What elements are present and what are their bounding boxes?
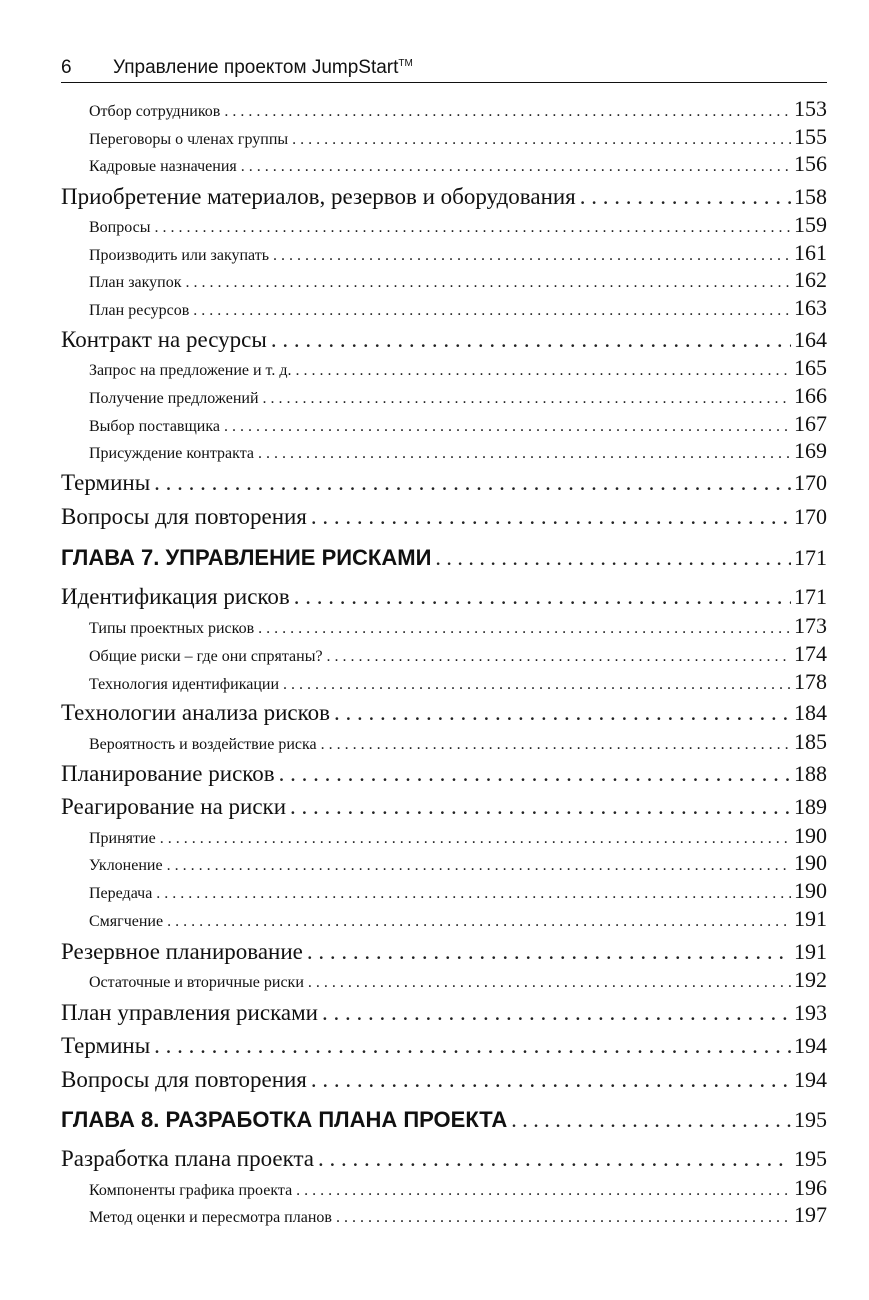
dot-leader — [241, 158, 791, 176]
toc-entry-page: 153 — [794, 96, 827, 121]
toc-entry-page: 155 — [794, 124, 827, 149]
dot-leader — [154, 219, 791, 237]
dot-leader — [154, 1033, 791, 1059]
toc-subsection-entry — [61, 967, 827, 993]
toc-entry-label: Технология идентификации — [89, 676, 280, 693]
toc-entry-label: Резервное планирование — [61, 939, 303, 964]
toc-subsection-entry — [61, 850, 827, 876]
dot-leader — [334, 700, 791, 726]
toc-subsection-entry — [61, 613, 827, 639]
dot-leader — [336, 1209, 791, 1227]
toc-entry-label: Вероятность и воздействие риска — [89, 736, 317, 753]
toc-entry-page: 164 — [794, 327, 827, 352]
toc-entry-page: 170 — [794, 470, 827, 495]
toc-subsection-entry — [61, 383, 827, 409]
toc-subsection-entry — [61, 641, 827, 667]
toc-entry-label: План ресурсов — [89, 302, 190, 319]
toc-entry-page: 171 — [794, 545, 827, 570]
toc-entry-label: Приобретение материалов, резервов и оборудования — [61, 184, 576, 209]
toc-entry-label: ГЛАВА 8. РАЗРАБОТКА ПЛАНА ПРОЕКТА — [61, 1107, 508, 1132]
toc-entry-page: 162 — [794, 267, 827, 292]
dot-leader — [186, 274, 791, 292]
toc-entry-page: 188 — [794, 761, 827, 786]
toc-entry-label: Остаточные и вторичные риски — [89, 974, 304, 991]
dot-leader — [258, 445, 791, 463]
toc-section-entry — [61, 1146, 827, 1174]
toc-entry-label: Вопросы для повторения — [61, 504, 307, 529]
toc-section-entry — [61, 184, 827, 212]
toc-section-entry — [61, 700, 827, 728]
toc-subsection-entry — [61, 729, 827, 755]
toc-subsection-entry — [61, 124, 827, 150]
toc-entry-page: 171 — [794, 584, 827, 609]
dot-leader — [263, 390, 791, 408]
dot-leader — [292, 131, 791, 149]
dot-leader — [295, 362, 791, 380]
toc-entry-label: Типы проектных рисков — [89, 620, 255, 637]
toc-section-entry — [61, 327, 827, 355]
toc-entry-page: 159 — [794, 212, 827, 237]
toc-entry-label: Общие риски – где они спрятаны? — [89, 648, 323, 665]
toc-entry-page: 196 — [794, 1175, 827, 1200]
toc-section-entry — [61, 1000, 827, 1028]
toc-entry-label: Получение предложений — [89, 390, 259, 407]
toc-subsection-entry — [61, 151, 827, 177]
toc-entry-label: Реагирование на риски — [61, 794, 287, 819]
dot-leader — [308, 974, 791, 992]
toc-entry-page: 190 — [794, 878, 827, 903]
toc-entry-page: 166 — [794, 383, 827, 408]
toc-entry-label: Термины — [61, 1033, 151, 1058]
toc-entry-page: 189 — [794, 794, 827, 819]
dot-leader — [167, 857, 791, 875]
toc-entry-label: Компоненты графика проекта — [89, 1182, 293, 1199]
toc-entry-page: 170 — [794, 504, 827, 529]
toc-entry-label: Выбор поставщика — [89, 418, 220, 435]
toc-entry-page: 178 — [794, 669, 827, 694]
dot-leader — [294, 584, 791, 610]
toc-entry-label: Передача — [89, 885, 153, 902]
toc-subsection-entry — [61, 1202, 827, 1228]
toc-entry-label: Метод оценки и пересмотра планов — [89, 1209, 332, 1226]
toc-subsection-entry — [61, 669, 827, 695]
toc-entry-label: Разработка плана проекта — [61, 1146, 314, 1171]
toc-subsection-entry — [61, 96, 827, 122]
dot-leader — [258, 620, 791, 638]
toc-entry-page: 184 — [794, 700, 827, 725]
page-number: 6 — [61, 57, 72, 78]
dot-leader — [296, 1182, 791, 1200]
toc-entry-label: Производить или закупать — [89, 247, 270, 264]
trademark-mark: TM — [398, 58, 413, 69]
toc-entry-page: 167 — [794, 411, 827, 436]
toc-entry-page: 169 — [794, 438, 827, 463]
toc-entry-label: Идентификация рисков — [61, 584, 290, 609]
dot-leader — [322, 1000, 791, 1026]
toc-entry-label: Присуждение контракта — [89, 445, 254, 462]
toc-section-entry — [61, 939, 827, 967]
toc-entry-page: 190 — [794, 823, 827, 848]
toc-subsection-entry — [61, 906, 827, 932]
dot-leader — [279, 761, 791, 787]
dot-leader — [271, 327, 791, 353]
dot-leader — [580, 184, 791, 210]
toc-entry-page: 158 — [794, 184, 827, 209]
table-of-contents — [61, 0, 827, 1300]
dot-leader — [167, 913, 791, 931]
toc-entry-label: План управления рисками — [61, 1000, 318, 1025]
toc-subsection-entry — [61, 438, 827, 464]
dot-leader — [193, 302, 791, 320]
toc-chapter-heading — [61, 545, 827, 573]
toc-subsection-entry — [61, 295, 827, 321]
toc-entry-page: 194 — [794, 1033, 827, 1058]
toc-entry-label: Отбор сотрудников — [89, 103, 221, 120]
toc-subsection-entry — [61, 212, 827, 238]
book-title-text: Управление проектом JumpStart — [113, 57, 399, 78]
toc-entry-page: 194 — [794, 1067, 827, 1092]
toc-entry-label: Принятие — [89, 830, 156, 847]
dot-leader — [321, 736, 791, 754]
toc-subsection-entry — [61, 411, 827, 437]
dot-leader — [160, 830, 791, 848]
dot-leader — [224, 103, 791, 121]
dot-leader — [307, 939, 791, 965]
toc-section-entry — [61, 584, 827, 612]
toc-entry-label: Запрос на предложение и т. д. — [89, 362, 292, 379]
toc-subsection-entry — [61, 878, 827, 904]
dot-leader — [273, 247, 791, 265]
toc-entry-page: 191 — [794, 939, 827, 964]
dot-leader — [318, 1146, 791, 1172]
toc-subsection-entry — [61, 267, 827, 293]
toc-entry-page: 190 — [794, 850, 827, 875]
toc-entry-page: 163 — [794, 295, 827, 320]
toc-entry-page: 197 — [794, 1202, 827, 1227]
toc-entry-page: 174 — [794, 641, 827, 666]
toc-entry-label: Переговоры о членах группы — [89, 131, 289, 148]
dot-leader — [283, 676, 791, 694]
toc-entry-label: Планирование рисков — [61, 761, 275, 786]
toc-entry-page: 173 — [794, 613, 827, 638]
toc-entry-page: 165 — [794, 355, 827, 380]
toc-subsection-entry — [61, 1175, 827, 1201]
toc-section-entry — [61, 794, 827, 822]
toc-chapter-heading — [61, 1107, 827, 1135]
toc-entry-label: Термины — [61, 470, 151, 495]
dot-leader — [290, 794, 791, 820]
toc-entry-label: Смягчение — [89, 913, 164, 930]
toc-subsection-entry — [61, 823, 827, 849]
toc-section-entry — [61, 1067, 827, 1095]
dot-leader — [156, 885, 791, 903]
toc-entry-label: Контракт на ресурсы — [61, 327, 267, 352]
toc-entry-label: Вопросы для повторения — [61, 1067, 307, 1092]
dot-leader — [311, 504, 791, 530]
toc-entry-page: 191 — [794, 906, 827, 931]
dot-leader — [224, 418, 791, 436]
toc-entry-page: 156 — [794, 151, 827, 176]
toc-entry-page: 185 — [794, 729, 827, 754]
dot-leader — [154, 470, 791, 496]
toc-entry-page: 195 — [794, 1107, 827, 1132]
toc-entry-label: ГЛАВА 7. УПРАВЛЕНИЕ РИСКАМИ — [61, 545, 432, 570]
toc-subsection-entry — [61, 355, 827, 381]
toc-section-entry — [61, 1033, 827, 1061]
dot-leader — [435, 545, 791, 571]
toc-entry-page: 195 — [794, 1146, 827, 1171]
toc-entry-label: Вопросы — [89, 219, 151, 236]
toc-entry-label: План закупок — [89, 274, 182, 291]
toc-entry-label: Технологии анализа рисков — [61, 700, 331, 725]
toc-section-entry — [61, 761, 827, 789]
dot-leader — [327, 648, 791, 666]
toc-entry-label: Кадровые назначения — [89, 158, 237, 175]
toc-section-entry — [61, 504, 827, 532]
toc-entry-page: 193 — [794, 1000, 827, 1025]
toc-entry-label: Уклонение — [89, 857, 163, 874]
dot-leader — [511, 1107, 791, 1133]
toc-entry-page: 161 — [794, 240, 827, 265]
dot-leader — [311, 1067, 791, 1093]
toc-entry-page: 192 — [794, 967, 827, 992]
toc-section-entry — [61, 470, 827, 498]
toc-subsection-entry — [61, 240, 827, 266]
